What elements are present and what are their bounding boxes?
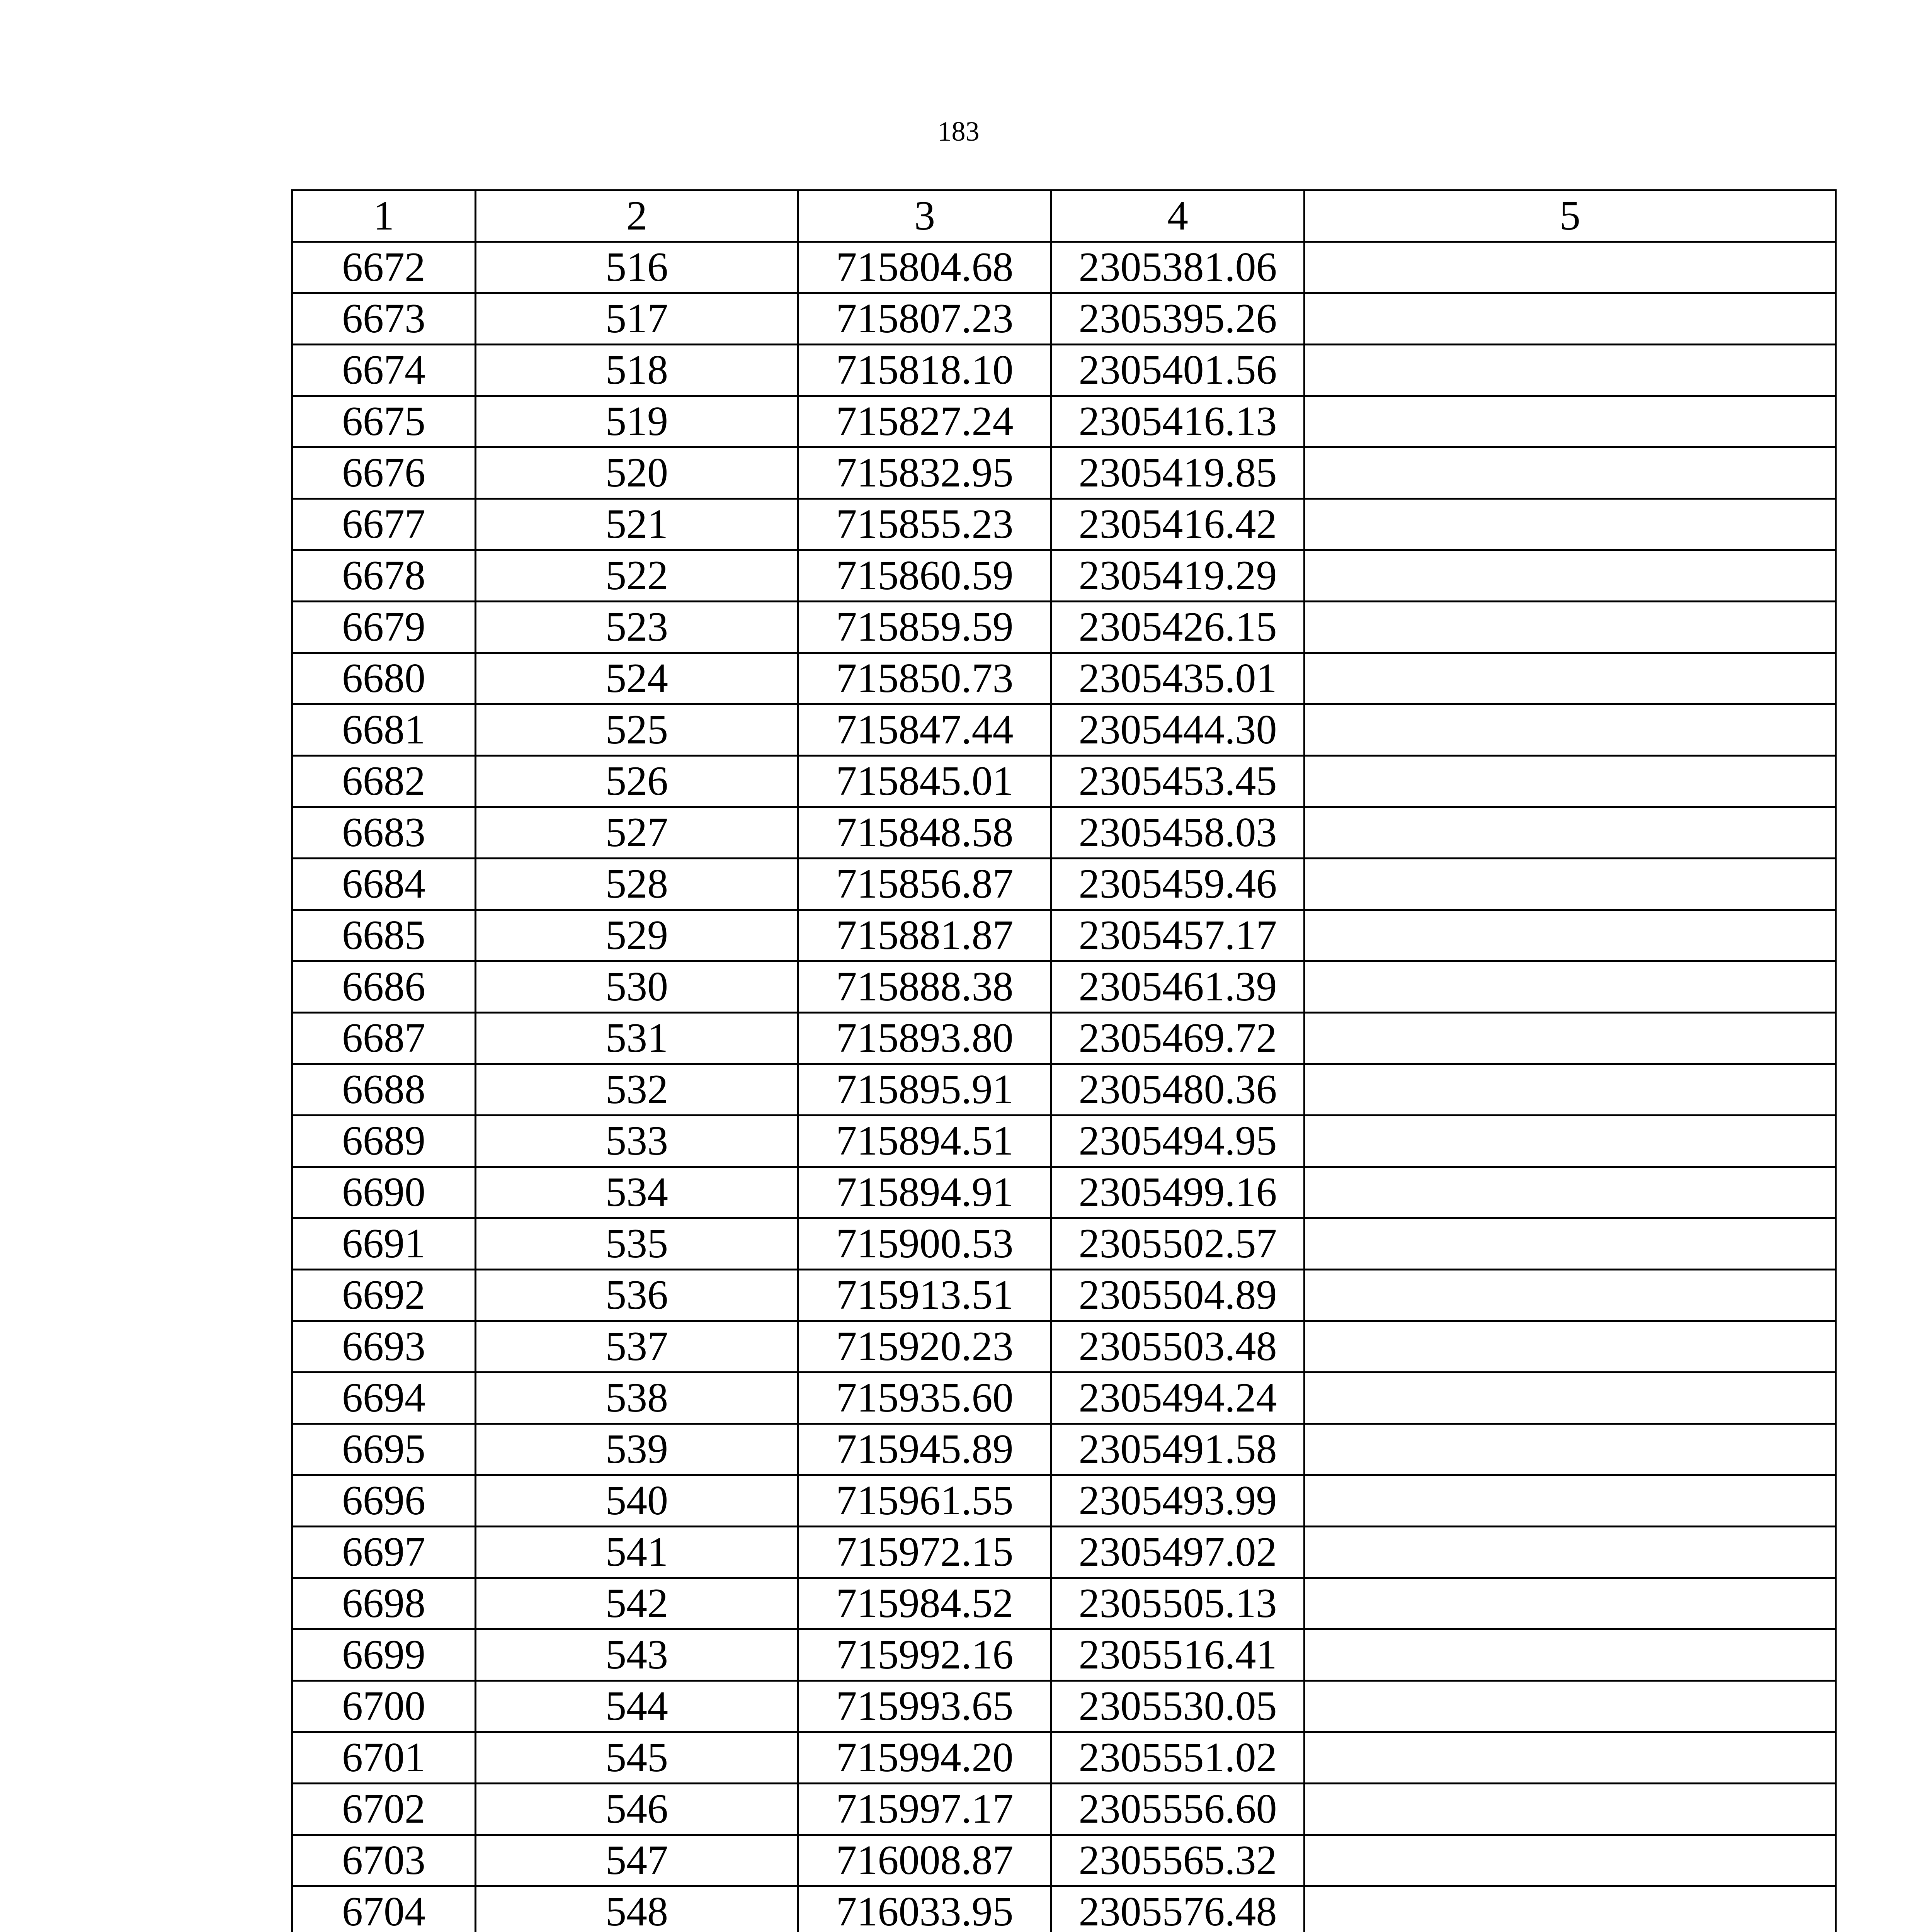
table-cell: 715895.91 — [798, 1064, 1051, 1116]
table-cell: 535 — [476, 1218, 798, 1270]
table-cell: 536 — [476, 1270, 798, 1321]
table-row — [292, 396, 1836, 447]
table-cell: 715888.38 — [798, 961, 1051, 1013]
table-row — [292, 1629, 1836, 1681]
table-row — [292, 1064, 1836, 1116]
table-cell — [1305, 704, 1836, 756]
table-row — [292, 1578, 1836, 1629]
table-row — [292, 1475, 1836, 1527]
table-cell — [1305, 1424, 1836, 1475]
table-cell — [1305, 1064, 1836, 1116]
table-cell: 542 — [476, 1578, 798, 1629]
table-cell — [1305, 499, 1836, 550]
table-cell: 715894.91 — [798, 1167, 1051, 1218]
table-cell: 6687 — [292, 1013, 476, 1064]
table-cell: 715900.53 — [798, 1218, 1051, 1270]
table-cell: 715994.20 — [798, 1732, 1051, 1784]
table-cell: 6686 — [292, 961, 476, 1013]
table-cell: 715993.65 — [798, 1681, 1051, 1732]
table-cell: 6674 — [292, 345, 476, 396]
column-header: 5 — [1305, 190, 1836, 242]
table-cell — [1305, 1732, 1836, 1784]
table-cell: 6673 — [292, 293, 476, 345]
table-cell: 715893.80 — [798, 1013, 1051, 1064]
table-cell: 715961.55 — [798, 1475, 1051, 1527]
table-cell: 2305504.89 — [1051, 1270, 1305, 1321]
table-cell — [1305, 1013, 1836, 1064]
table-cell: 519 — [476, 396, 798, 447]
table-cell: 2305419.29 — [1051, 550, 1305, 602]
table-cell: 6701 — [292, 1732, 476, 1784]
table-cell: 6695 — [292, 1424, 476, 1475]
table-cell — [1305, 1578, 1836, 1629]
table-cell: 540 — [476, 1475, 798, 1527]
table-cell: 2305493.99 — [1051, 1475, 1305, 1527]
table-cell: 715920.23 — [798, 1321, 1051, 1372]
table-cell: 541 — [476, 1527, 798, 1578]
table-row — [292, 1784, 1836, 1835]
table-cell: 6699 — [292, 1629, 476, 1681]
table-cell: 6694 — [292, 1372, 476, 1424]
table-cell — [1305, 1527, 1836, 1578]
table-cell: 2305453.45 — [1051, 756, 1305, 807]
table-cell: 2305461.39 — [1051, 961, 1305, 1013]
table-cell: 2305503.48 — [1051, 1321, 1305, 1372]
table-cell: 715935.60 — [798, 1372, 1051, 1424]
table-cell: 6692 — [292, 1270, 476, 1321]
table-cell: 6678 — [292, 550, 476, 602]
table-cell: 6677 — [292, 499, 476, 550]
table-cell: 533 — [476, 1116, 798, 1167]
table-cell: 2305494.24 — [1051, 1372, 1305, 1424]
table-cell: 2305401.56 — [1051, 345, 1305, 396]
table-cell: 6682 — [292, 756, 476, 807]
table-cell: 6683 — [292, 807, 476, 859]
table-cell — [1305, 293, 1836, 345]
table-cell: 2305505.13 — [1051, 1578, 1305, 1629]
table-cell — [1305, 1835, 1836, 1886]
table-cell: 526 — [476, 756, 798, 807]
table-row — [292, 1732, 1836, 1784]
table-cell — [1305, 602, 1836, 653]
table-cell: 527 — [476, 807, 798, 859]
table-cell: 716008.87 — [798, 1835, 1051, 1886]
table-cell: 2305551.02 — [1051, 1732, 1305, 1784]
table-cell — [1305, 1475, 1836, 1527]
table-cell: 715945.89 — [798, 1424, 1051, 1475]
table-cell: 2305469.72 — [1051, 1013, 1305, 1064]
table-cell — [1305, 807, 1836, 859]
table-cell: 2305480.36 — [1051, 1064, 1305, 1116]
table-cell — [1305, 1321, 1836, 1372]
table-cell: 532 — [476, 1064, 798, 1116]
table-cell: 6681 — [292, 704, 476, 756]
table-cell: 545 — [476, 1732, 798, 1784]
table-row — [292, 859, 1836, 910]
table-cell: 715913.51 — [798, 1270, 1051, 1321]
table-cell — [1305, 550, 1836, 602]
table-cell: 538 — [476, 1372, 798, 1424]
table-row — [292, 1013, 1836, 1064]
table-cell: 715894.51 — [798, 1116, 1051, 1167]
table-row — [292, 807, 1836, 859]
table-cell: 2305435.01 — [1051, 653, 1305, 704]
table-cell: 715804.68 — [798, 242, 1051, 293]
table-cell: 530 — [476, 961, 798, 1013]
table-row — [292, 1681, 1836, 1732]
table-row — [292, 1835, 1836, 1886]
table-cell: 715818.10 — [798, 345, 1051, 396]
table-cell: 516 — [476, 242, 798, 293]
table-cell — [1305, 447, 1836, 499]
table-cell: 2305459.46 — [1051, 859, 1305, 910]
table-cell — [1305, 1116, 1836, 1167]
table-cell: 2305416.42 — [1051, 499, 1305, 550]
table-cell — [1305, 859, 1836, 910]
table-cell: 529 — [476, 910, 798, 961]
column-header: 2 — [476, 190, 798, 242]
table-cell: 528 — [476, 859, 798, 910]
table-cell: 2305491.58 — [1051, 1424, 1305, 1475]
table-cell: 6672 — [292, 242, 476, 293]
table-cell: 2305530.05 — [1051, 1681, 1305, 1732]
table-cell: 6684 — [292, 859, 476, 910]
table-row — [292, 1886, 1836, 1932]
table-cell: 6697 — [292, 1527, 476, 1578]
table-row — [292, 1270, 1836, 1321]
table-cell: 2305419.85 — [1051, 447, 1305, 499]
table-cell: 715997.17 — [798, 1784, 1051, 1835]
table-row — [292, 293, 1836, 345]
table-cell: 2305502.57 — [1051, 1218, 1305, 1270]
table-cell: 715807.23 — [798, 293, 1051, 345]
table-cell: 546 — [476, 1784, 798, 1835]
table-cell — [1305, 1681, 1836, 1732]
table-cell: 2305499.16 — [1051, 1167, 1305, 1218]
table-cell: 2305444.30 — [1051, 704, 1305, 756]
table-cell — [1305, 1270, 1836, 1321]
table-cell: 523 — [476, 602, 798, 653]
table-cell: 2305516.41 — [1051, 1629, 1305, 1681]
table-cell: 524 — [476, 653, 798, 704]
table-row — [292, 1527, 1836, 1578]
table-row — [292, 1167, 1836, 1218]
table-cell: 2305494.95 — [1051, 1116, 1305, 1167]
table-cell — [1305, 1372, 1836, 1424]
table-cell: 548 — [476, 1886, 798, 1932]
table-row — [292, 1218, 1836, 1270]
table-cell: 6675 — [292, 396, 476, 447]
table-cell — [1305, 1784, 1836, 1835]
table-cell: 6700 — [292, 1681, 476, 1732]
table-cell: 2305416.13 — [1051, 396, 1305, 447]
table-row — [292, 447, 1836, 499]
table-cell: 715992.16 — [798, 1629, 1051, 1681]
table-cell: 6693 — [292, 1321, 476, 1372]
table-cell: 517 — [476, 293, 798, 345]
table-cell: 6685 — [292, 910, 476, 961]
table-cell — [1305, 756, 1836, 807]
table-body — [292, 190, 1836, 1932]
page-number: 183 — [937, 116, 980, 147]
table-cell: 6704 — [292, 1886, 476, 1932]
table-cell: 715848.58 — [798, 807, 1051, 859]
table-cell: 715845.01 — [798, 756, 1051, 807]
table-row — [292, 345, 1836, 396]
table-cell: 2305565.32 — [1051, 1835, 1305, 1886]
table-row — [292, 704, 1836, 756]
table-cell: 544 — [476, 1681, 798, 1732]
table-cell: 537 — [476, 1321, 798, 1372]
table-cell — [1305, 1886, 1836, 1932]
column-header: 4 — [1051, 190, 1305, 242]
table-cell: 716033.95 — [798, 1886, 1051, 1932]
table-row — [292, 910, 1836, 961]
table-cell — [1305, 242, 1836, 293]
table-header-row — [292, 190, 1836, 242]
column-header: 3 — [798, 190, 1051, 242]
table-cell: 2305395.26 — [1051, 293, 1305, 345]
table-cell: 521 — [476, 499, 798, 550]
table-cell: 547 — [476, 1835, 798, 1886]
table-cell: 2305458.03 — [1051, 807, 1305, 859]
table-cell: 539 — [476, 1424, 798, 1475]
table-cell: 715832.95 — [798, 447, 1051, 499]
table-row — [292, 1116, 1836, 1167]
table-cell: 520 — [476, 447, 798, 499]
coordinates-table — [291, 189, 1837, 1932]
table-cell: 6702 — [292, 1784, 476, 1835]
table-cell — [1305, 396, 1836, 447]
table-cell: 522 — [476, 550, 798, 602]
table-cell: 6696 — [292, 1475, 476, 1527]
table-cell: 2305556.60 — [1051, 1784, 1305, 1835]
table-row — [292, 1321, 1836, 1372]
table-cell: 6703 — [292, 1835, 476, 1886]
table-row — [292, 242, 1836, 293]
table-cell: 715972.15 — [798, 1527, 1051, 1578]
table-cell: 6680 — [292, 653, 476, 704]
table-cell: 6690 — [292, 1167, 476, 1218]
column-header: 1 — [292, 190, 476, 242]
table-cell: 715855.23 — [798, 499, 1051, 550]
table-cell — [1305, 345, 1836, 396]
table-cell: 6689 — [292, 1116, 476, 1167]
table-row — [292, 499, 1836, 550]
table-row — [292, 1424, 1836, 1475]
table-cell: 715847.44 — [798, 704, 1051, 756]
table-row — [292, 550, 1836, 602]
table-cell — [1305, 910, 1836, 961]
table-cell — [1305, 653, 1836, 704]
table-cell: 715860.59 — [798, 550, 1051, 602]
table-cell: 543 — [476, 1629, 798, 1681]
table-cell — [1305, 1218, 1836, 1270]
table-cell: 6698 — [292, 1578, 476, 1629]
table-cell — [1305, 961, 1836, 1013]
table-row — [292, 756, 1836, 807]
table-cell: 715984.52 — [798, 1578, 1051, 1629]
table-cell: 715859.59 — [798, 602, 1051, 653]
table-row — [292, 653, 1836, 704]
table-row — [292, 1372, 1836, 1424]
table-cell: 534 — [476, 1167, 798, 1218]
table-cell: 6679 — [292, 602, 476, 653]
table-cell: 715827.24 — [798, 396, 1051, 447]
table-cell: 715856.87 — [798, 859, 1051, 910]
table-cell: 518 — [476, 345, 798, 396]
table-cell: 2305497.02 — [1051, 1527, 1305, 1578]
table-cell: 2305576.48 — [1051, 1886, 1305, 1932]
table-cell — [1305, 1167, 1836, 1218]
table-cell: 6688 — [292, 1064, 476, 1116]
table-row — [292, 602, 1836, 653]
table-cell: 2305381.06 — [1051, 242, 1305, 293]
table-cell: 2305426.15 — [1051, 602, 1305, 653]
table-cell: 525 — [476, 704, 798, 756]
table-cell — [1305, 1629, 1836, 1681]
table-cell: 715850.73 — [798, 653, 1051, 704]
table-cell: 715881.87 — [798, 910, 1051, 961]
table-cell: 6691 — [292, 1218, 476, 1270]
table-row — [292, 961, 1836, 1013]
table-cell: 531 — [476, 1013, 798, 1064]
table-cell: 2305457.17 — [1051, 910, 1305, 961]
table-cell: 6676 — [292, 447, 476, 499]
